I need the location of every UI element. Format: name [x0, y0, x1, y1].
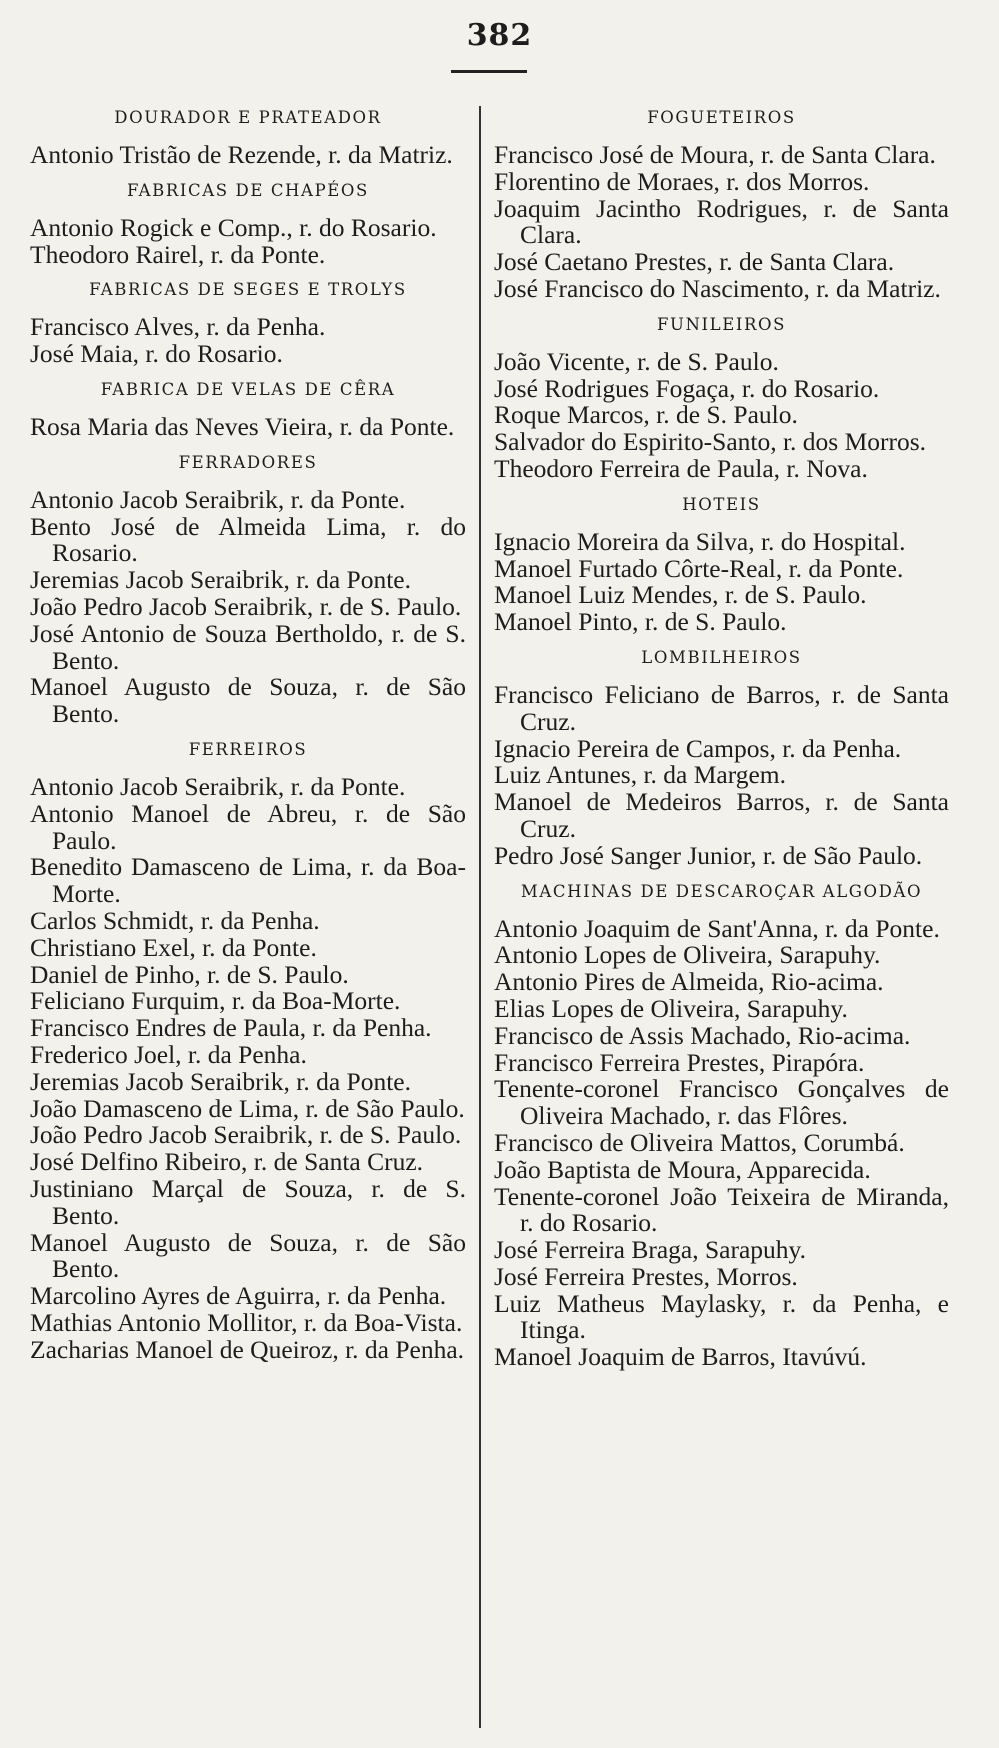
directory-entry: José Maia, r. do Rosario. [30, 339, 283, 369]
directory-entry: Salvador do Espirito-Santo, r. dos Morros. [494, 427, 927, 457]
directory-section [30, 453, 466, 728]
section-heading: LOMBILHEIROS [641, 647, 802, 667]
directory-entry: Manoel de Medeiros Barros, r. de Santa Cruz. [494, 787, 949, 843]
directory-entry: João Vicente, r. de S. Paulo. [494, 346, 779, 376]
directory-entry: Antonio Joaquim de Sant'Anna, r. da Ponte. [494, 913, 940, 943]
section-heading: HOTEIS [682, 494, 761, 514]
page-number: 382 [466, 18, 533, 53]
directory-entry: Antonio Tristão de Rezende, r. da Matriz. [30, 140, 453, 169]
directory-entry: Francisco José de Moura, r. de Santa Clara. [494, 140, 936, 169]
directory-entry: Francisco de Assis Machado, Rio-acima. [494, 1020, 911, 1050]
directory-section [494, 882, 949, 1372]
directory-section [494, 648, 949, 870]
directory-entry: Theodoro Rairel, r. da Ponte. [30, 239, 326, 269]
directory-entry: Roque Marcos, r. de S. Paulo. [494, 400, 798, 430]
directory-entry: Bento José de Almeida Lima, r. do Rosario. [30, 511, 466, 568]
section-heading: FUNILEIROS [656, 314, 787, 334]
directory-entry: Rosa Maria das Neves Vieira, r. da Ponte. [30, 411, 455, 441]
directory-entry: Antonio Jacob Seraibrik, r. da Ponte. [30, 771, 406, 801]
directory-entry: Joaquim Jacintho Rodrigues, r. de Santa Clara. [494, 193, 949, 250]
directory-entry: José Rodrigues Fogaça, r. do Rosario. [494, 373, 880, 403]
directory-entry: Antonio Lopes de Oliveira, Sarapuhy. [494, 940, 881, 970]
directory-section [30, 380, 466, 441]
directory-entry: Frederico Joel, r. da Penha. [30, 1039, 307, 1069]
directory-entry: Antonio Jacob Seraibrik, r. da Ponte. [30, 484, 406, 514]
section-heading: FOGUETEIROS [647, 108, 796, 127]
section-heading: FABRICAS DE CHAPÉOS [127, 180, 369, 200]
directory-entry: Theodoro Ferreira de Paula, r. Nova. [494, 453, 868, 483]
directory-entry: Francisco de Oliveira Mattos, Corumbá. [494, 1127, 905, 1157]
directory-entry: Zacharias Manoel de Queiroz, r. da Penha. [30, 1334, 465, 1364]
directory-entry: Carlos Schmidt, r. da Penha. [30, 905, 320, 935]
directory-section [30, 740, 466, 1364]
directory-entry: Christiano Exel, r. da Ponte. [30, 932, 317, 962]
section-heading: DOURADOR E PRATEADOR [114, 108, 382, 127]
directory-entry: João Baptista de Moura, Apparecida. [494, 1154, 871, 1184]
directory-entry: Florentino de Moraes, r. dos Morros. [494, 166, 870, 196]
section-heading: FABRICA DE VELAS DE CÊRA [100, 379, 396, 399]
directory-entry: João Damasceno de Lima, r. de São Paulo. [30, 1093, 465, 1123]
directory-entry: Tenente-coronel João Teixeira de Miranda, r. do Rosario. [494, 1181, 949, 1238]
directory-entry: José Ferreira Braga, Sarapuhy. [494, 1235, 807, 1265]
directory-entry: Daniel de Pinho, r. de S. Paulo. [30, 959, 349, 989]
directory-entry: Francisco Endres de Paula, r. da Penha. [30, 1013, 432, 1043]
directory-entry: Feliciano Furquim, r. da Boa-Morte. [30, 986, 401, 1016]
directory-entry: José Ferreira Prestes, Morros. [494, 1261, 798, 1291]
directory-entry: Justiniano Marçal de Souza, r. de S. Bento. [30, 1173, 466, 1230]
directory-entry: Francisco Alves, r. da Penha. [30, 312, 326, 342]
directory-entry: Mathias Antonio Mollitor, r. da Boa-Vista. [30, 1307, 463, 1337]
directory-entry: Antonio Manoel de Abreu, r. de São Paulo. [30, 798, 466, 855]
directory-entry: João Pedro Jacob Seraibrik, r. de S. Paulo. [30, 591, 462, 621]
directory-entry: Manoel Augusto de Souza, r. de São Bento. [30, 1227, 466, 1284]
directory-entry: Manoel Furtado Côrte-Real, r. da Ponte. [494, 553, 904, 583]
directory-entry: Francisco Feliciano de Barros, r. de Santa Cruz. [494, 679, 949, 736]
directory-section [494, 495, 949, 636]
directory-entry: Pedro José Sanger Junior, r. de São Paulo. [494, 840, 923, 870]
directory-entry: José Francisco do Nascimento, r. da Matriz. [494, 273, 941, 303]
left-column [30, 108, 466, 1363]
directory-section [30, 280, 466, 368]
directory-entry: Antonio Rogick e Comp., r. do Rosario. [30, 212, 437, 242]
directory-section [494, 315, 949, 483]
directory-section [30, 181, 466, 269]
right-column [494, 108, 949, 1371]
directory-entry: Antonio Pires de Almeida, Rio-acima. [494, 967, 884, 997]
directory-entry: Ignacio Pereira de Campos, r. da Penha. [494, 733, 902, 763]
directory-entry: Benedito Damasceno de Lima, r. da Boa-Morte. [30, 852, 466, 909]
section-heading: FABRICAS DE SEGES E TROLYS [89, 280, 407, 300]
column-divider [479, 106, 481, 1728]
directory-entry: João Pedro Jacob Seraibrik, r. de S. Paulo. [30, 1120, 462, 1150]
directory-entry: Manoel Luiz Mendes, r. de S. Paulo. [494, 580, 867, 610]
section-heading: FERRADORES [178, 452, 318, 472]
directory-entry: Ignacio Moreira da Silva, r. do Hospital. [494, 526, 906, 556]
directory-section [494, 108, 949, 303]
directory-entry: Manoel Augusto de Souza, r. de São Bento. [30, 672, 466, 729]
header-rule [451, 70, 527, 73]
directory-section [30, 108, 466, 169]
section-heading: FERREIROS [188, 739, 308, 759]
directory-entry: Luiz Matheus Maylasky, r. da Penha, e Itinga. [494, 1288, 949, 1345]
directory-entry: Manoel Joaquim de Barros, Itavúvú. [494, 1342, 867, 1372]
directory-entry: Tenente-coronel Francisco Gonçalves de Oliveira Machado, r. das Flôres. [494, 1074, 949, 1131]
directory-entry: Marcolino Ayres de Aguirra, r. da Penha. [30, 1281, 447, 1311]
directory-entry: José Caetano Prestes, r. de Santa Clara. [494, 247, 895, 277]
directory-entry: José Antonio de Souza Bertholdo, r. de S. Bento. [30, 618, 466, 675]
section-heading: MACHINAS DE DESCAROÇAR ALGODÃO [520, 881, 923, 901]
directory-entry: Luiz Antunes, r. da Margem. [494, 760, 787, 790]
directory-entry: Manoel Pinto, r. de S. Paulo. [494, 607, 787, 637]
directory-entry: Jeremias Jacob Seraibrik, r. da Ponte. [30, 565, 411, 595]
directory-entry: Jeremias Jacob Seraibrik, r. da Ponte. [30, 1066, 411, 1096]
directory-entry: Francisco Ferreira Prestes, Pirapóra. [494, 1047, 865, 1077]
directory-entry: José Delfino Ribeiro, r. de Santa Cruz. [30, 1147, 424, 1177]
directory-entry: Elias Lopes de Oliveira, Sarapuhy. [494, 993, 848, 1023]
